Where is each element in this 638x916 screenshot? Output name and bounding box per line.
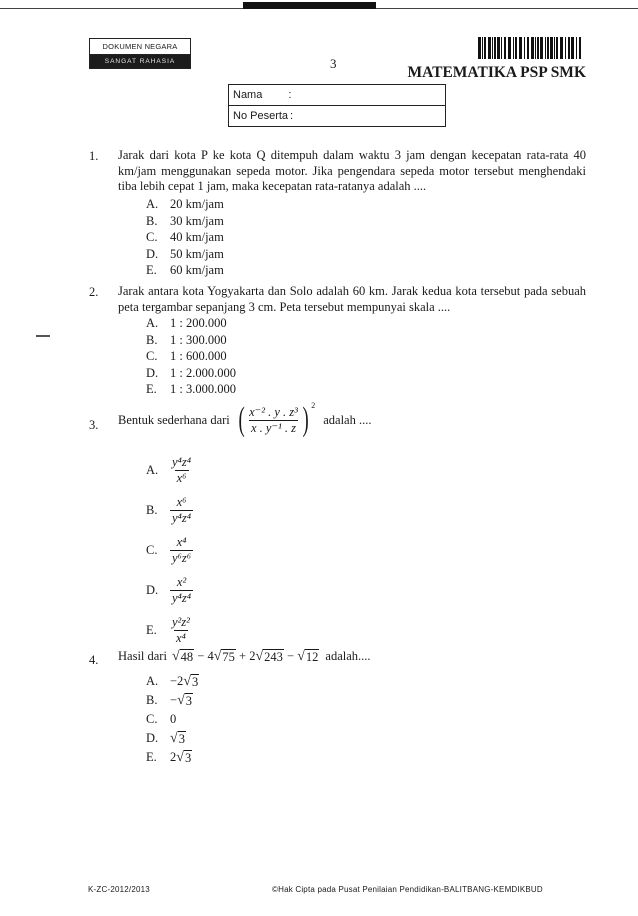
q4-option-e: E. 2 √ 3	[146, 750, 192, 765]
q2-text: Jarak antara kota Yogyakarta dan Solo adalah 60 km. Jarak kedua kota tersebut pada sebuah peta tergambar sepanjang 3 cm. Peta tersebut mempunyai skala ....	[118, 284, 586, 314]
right-paren: )	[302, 401, 309, 438]
footer-code: K-ZC-2012/2013	[88, 885, 150, 894]
q2-number: 2.	[89, 285, 99, 299]
left-paren: (	[238, 401, 245, 438]
q4-option-d: D. √ 3	[146, 731, 185, 746]
q3-option-c-fraction: $\frac{\text{x⁴}}{\text{y⁶z⁶}}$	[172, 534, 192, 565]
q4-expression: √ 48 − 4 √ 75 + 2 √ 243 − √ 12	[171, 649, 319, 664]
q4-option-e-radical: √ 3	[176, 750, 192, 765]
document-classification-box	[89, 38, 191, 69]
participant-colon: :	[290, 110, 294, 122]
q4-suffix: adalah....	[325, 649, 371, 663]
q4-radical-3: √ 243	[255, 649, 283, 664]
q3-option-a: A. $\frac{\text{y⁴z⁴}}{\text{x⁶}}$	[146, 454, 192, 485]
q4-option-b: B. − √ 3	[146, 693, 192, 708]
q3-option-b: B. $\frac{\text{x⁶}}{\text{y⁴z⁴}}$	[146, 494, 192, 525]
footer-copyright: ©Hak Cipta pada Pusat Penilaian Pendidikan-BALITBANG-KEMDIKBUD	[272, 885, 543, 894]
q4-option-b-radical: √ 3	[177, 693, 192, 708]
q3-expression	[236, 403, 315, 437]
doc-label: DOKUMEN NEGARA	[90, 39, 190, 55]
q1-option-d: D. 50 km/jam	[146, 246, 224, 261]
q2-option-a: A. 1 : 200.000	[146, 316, 227, 330]
q4-radical-4: √ 12	[297, 649, 319, 664]
q2-option-b: B. 1 : 300.000	[146, 332, 227, 347]
q3-number: 3.	[89, 418, 99, 432]
q1-number: 1.	[89, 149, 99, 163]
q3-option-b-fraction: $\frac{\text{x⁶}}{\text{y⁴z⁴}}$	[172, 494, 192, 525]
q1-option-b: B. 30 km/jam	[146, 213, 224, 228]
secret-label: SANGAT RAHASIA	[90, 55, 190, 68]
q2-options	[146, 315, 236, 398]
q4-option-d-radical: √ 3	[170, 731, 185, 746]
top-marker-bar	[243, 2, 376, 9]
q3-suffix: adalah ....	[323, 412, 372, 427]
q3-expression-power: 2	[311, 401, 316, 410]
name-row	[229, 85, 445, 105]
q3-expression-fraction	[247, 406, 300, 435]
q4-radical-2: √ 75	[213, 649, 235, 664]
q2-option-c: C. 1 : 600.000	[146, 349, 227, 363]
q4-number: 4.	[89, 653, 99, 667]
identity-box	[228, 84, 446, 127]
name-colon: :	[288, 89, 292, 101]
q4-stem	[118, 649, 371, 664]
subject-title: MATEMATIKA PSP SMK	[407, 64, 586, 81]
q1-text: Jarak dari kota P ke kota Q ditempuh dalam waktu 3 jam dengan kecepatan rata-rata 40 km/jam menggunakan sepeda motor. Jika pengendara sepeda motor tersebut menghendaki tiba lebih cepat 1 jam, maka kecepatan rata-ratanya adalah ....	[118, 148, 586, 193]
name-label: Nama	[233, 89, 263, 101]
q4-option-a: A. −2 √ 3	[146, 674, 199, 689]
barcode-image	[478, 37, 584, 59]
q3-option-d: D. $\frac{\text{x²}}{\text{y⁴z⁴}}$	[146, 574, 192, 605]
q1-option-c: C. 40 km/jam	[146, 230, 224, 244]
q3-prefix: Bentuk sederhana dari	[118, 412, 230, 427]
q3-option-c: C. $\frac{\text{x⁴}}{\text{y⁶z⁶}}$	[146, 534, 192, 565]
q4-prefix: Hasil dari	[118, 649, 167, 663]
q1-option-e: E. 60 km/jam	[146, 263, 224, 277]
q3-expression-denominator: x . y⁻¹ . z	[250, 420, 297, 435]
participant-label: No Peserta	[233, 110, 289, 122]
q1-options	[146, 196, 224, 279]
participant-row	[229, 105, 445, 126]
q3-options	[146, 450, 226, 650]
q4-radical-1: √ 48	[171, 649, 194, 664]
q4-options	[146, 670, 199, 765]
q3-expression-numerator: x⁻² . y . z³	[249, 404, 298, 419]
q4-option-c: C. 0	[146, 712, 177, 726]
q2-option-e: E. 1 : 3.000.000	[146, 382, 236, 396]
q3-option-e-fraction: $\frac{\text{y²z²}}{\text{x⁴}}$	[172, 614, 190, 645]
q3-option-d-fraction: $\frac{\text{x²}}{\text{y⁴z⁴}}$	[172, 574, 192, 605]
page-number: 3	[330, 56, 337, 71]
q2-option-d: D. 1 : 2.000.000	[146, 365, 236, 380]
q3-option-a-fraction: $\frac{\text{y⁴z⁴}}{\text{x⁶}}$	[172, 454, 192, 485]
margin-mark	[36, 335, 50, 337]
q3-stem	[118, 398, 371, 442]
q1-option-a: A. 20 km/jam	[146, 197, 224, 211]
q3-option-e: E. $\frac{\text{y²z²}}{\text{x⁴}}$	[146, 614, 190, 645]
q4-option-a-radical: √ 3	[183, 674, 199, 689]
